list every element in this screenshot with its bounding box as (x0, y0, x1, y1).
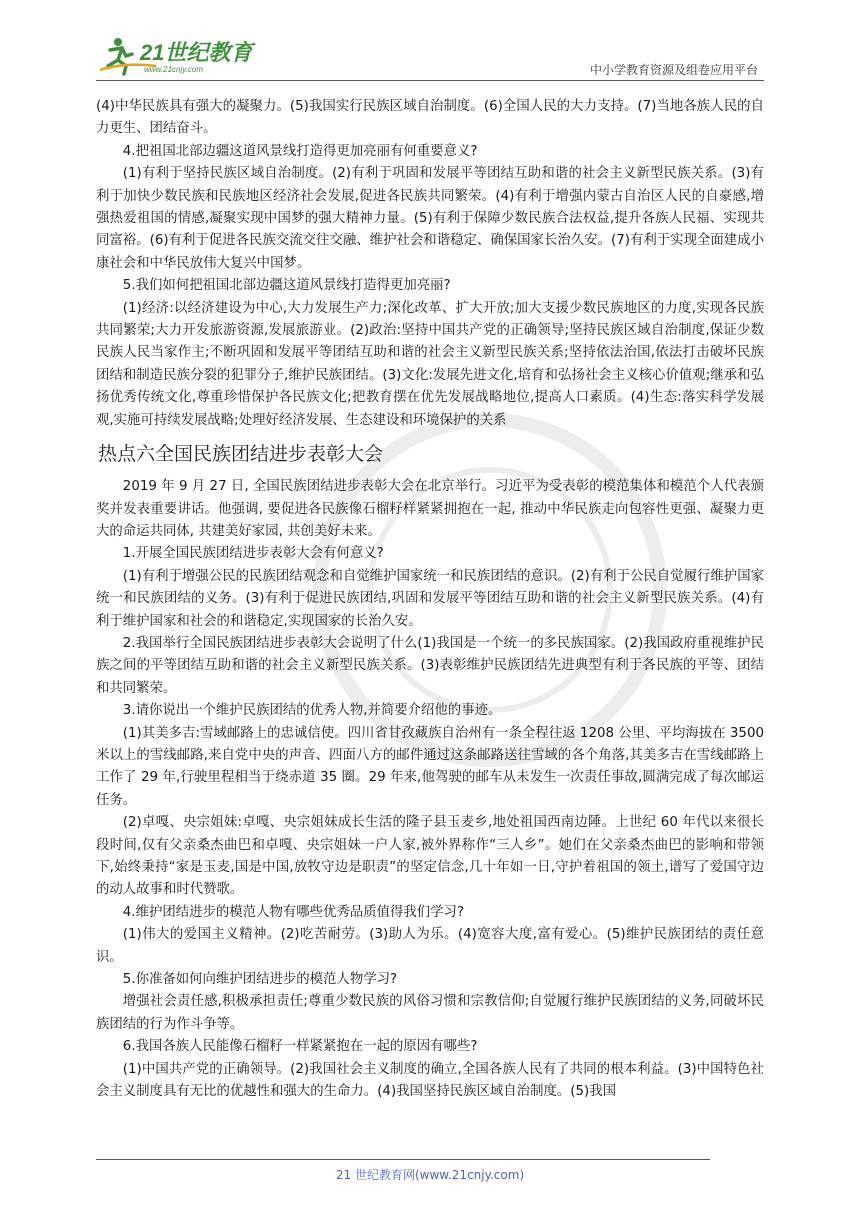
section-answer-3-1: (1)其美多吉:雪域邮路上的忠诚信使。四川省甘孜藏族自治州有一条全程往返 1208 公里、平均海拔在 3500 米以上的雪线邮路,来自党中央的声音、四面八方的邮件通过这条邮路送往雪域的各个角落,其美多吉在雪线邮路上工作了 29 年,行驶里程相当于绕赤道 35 圈。29 年来,他驾驶的邮车从未发生一次责任事故,圆满完成了每次邮运任务。 (96, 725, 764, 808)
logo-icon (96, 36, 266, 76)
question-5: 5.我们如何把祖国北部边疆这道风景线打造得更加亮丽? (122, 278, 451, 294)
svg-text:21世纪教育: 21世纪教育 (140, 40, 253, 65)
header-divider (96, 80, 764, 81)
section-intro: 2019 年 9 月 27 日, 全国民族团结进步表彰大会在北京举行。习近平为受表彰的模范集体和模范个人代表颁奖并发表重要讲话。他强调, 要促进各民族像石榴籽样紧紧拥抱在一起, 推动中华民族走向包容性更强、凝聚力更大的命运共同体, 共建美好家园, 共创美好未来。 (96, 479, 764, 539)
svg-text:www.21cnjy.com: www.21cnjy.com (144, 65, 203, 74)
section-answer-5: 增强社会责任感,积极承担责任;尊重少数民族的风俗习惯和宗教信仰;自觉履行维护民族团结的义务,同破坏民族团结的行为作斗争等。 (96, 994, 764, 1032)
answer-4: (1)有利于坚持民族区域自治制度。(2)有利于巩固和发展平等团结互助和谐的社会主义新型民族关系。(3)有利于加快少数民族和民族地区经济社会发展,促进各民族共同繁荣。(4)有利于增强内蒙古自治区人民的自豪感,增强热爱祖国的情感,凝聚实现中国梦的强大精神力量。(5)有利于保障少数民族合法权益,提升各族人民福、实现共同富裕。(6)有利于促进各民族交流交往交融、维护社会和谐稳定、确保国家长治久安。(7)有利于实现全面建成小康社会和中华民放伟大复兴中国梦。 (96, 166, 764, 271)
paragraph: (4)中华民族具有强大的凝聚力。(5)我国实行民族区域自治制度。(6)全国人民的大力支持。(7)当地各族人民的自力更生、团结奋斗。 (96, 99, 764, 137)
document-body (96, 96, 764, 1103)
section-answer-6: (1)中国共产党的正确领导。(2)我国社会主义制度的确立,全国各族人民有了共同的根本利益。(3)中国特色社会主义制度具有无比的优越性和强大的生命力。(4)我国坚持民族区域自治制度。(5)我国 (96, 1061, 764, 1100)
section-question-2: 2.我国举行全国民族团结进步表彰大会说明了什么(1)我国是一个统一的多民族国家。(2)我国政府重视维护民族之间的平等团结互助和谐的社会主义新型民族关系。(3)表彰维护民族团结先进典型有利于各民族的平等、团结和共同繁荣。 (96, 635, 764, 696)
answer-5: (1)经济:以经济建设为中心,大力发展生产力;深化改革、扩大开放;加大支援少数民族地区的力度,实现各民族共同繁荣;大力开发旅游资源,发展旅游业。(2)政治:坚持中国共产党的正确领导;坚持民族区域自治制度,保证少数民族人民当家作主;不断巩固和发展平等团结互助和谐的社会主义新型民族关系;坚持依法治国,依法打击破坏民族团结和制造民族分裂的犯罪分子,维护民族团结。(3)文化:发展先进文化,培育和弘扬社会主义核心价值观;继承和弘扬优秀传统文化,尊重珍惜保护各民族文化;把教育摆在优先发展战略地位,提高人口素质。(4)生态:落实科学发展观,实施可持续发展战略;处理好经济发展、生态建设和环境保护的关系 (96, 300, 764, 428)
section-answer-3-2: (2)卓嘎、央宗姐妹:卓嘎、央宗姐妹成长生活的隆子县玉麦乡,地处祖国西南边陲。上世纪 60 年代以来很长段时间,仅有父亲桑杰曲巴和卓嘎、央宗姐妹一户人家,被外界称作“三人乡”。她们在父亲桑杰曲巴的影响和带领下,始终秉持“家是玉麦,国是中国,放牧守边是职责”的坚定信念,几十年如一日,守护着祖国的领土,谱写了爱国守边的动人故事和时代赞歌。 (96, 815, 764, 898)
site-logo[interactable] (96, 36, 266, 76)
section-question-1: 1.开展全国民族团结进步表彰大会有何意义? (122, 546, 384, 562)
question-4: 4.把祖国北部边疆这道风景线打造得更加亮丽有何重要意义? (122, 143, 478, 159)
section-question-6: 6.我国各族人民能像石榴籽一样紧紧抱在一起的原因有哪些? (122, 1039, 478, 1055)
section-answer-4: (1)伟大的爱国主义精神。(2)吃苦耐劳。(3)助人为乐。(4)宽容大度,富有爱心。(5)维护民族团结的责任意识。 (96, 927, 764, 965)
page-header (96, 36, 764, 80)
section-question-5: 5.你准备如何向维护团结进步的模范人物学习? (122, 972, 398, 988)
section-question-4: 4.维护团结进步的模范人物有哪些优秀品质值得我们学习? (122, 904, 465, 920)
platform-name: 中小学教育资源及组卷应用平台 (589, 63, 758, 77)
section-answer-1: (1)有利于增强公民的民族团结观念和自觉维护国家统一和民族团结的意识。(2)有利于公民自觉履行维护国家统一和民族团结的义务。(3)有利于促进民族团结,巩固和发展平等团结互助和谐的社会主义新型民族关系。(4)有利于维护国家和社会的和谐稳定,实现国家的长治久安。 (96, 568, 764, 629)
footer-divider (96, 1159, 710, 1160)
footer-link[interactable]: 21 世纪教育网(www.21cnjy.com) (335, 1168, 525, 1182)
section-title: 热点六全国民族团结进步表彰大会 (98, 443, 384, 466)
section-question-3: 3.请你说出一个维护民族团结的优秀人物,并简要介绍他的事迹。 (122, 703, 502, 719)
